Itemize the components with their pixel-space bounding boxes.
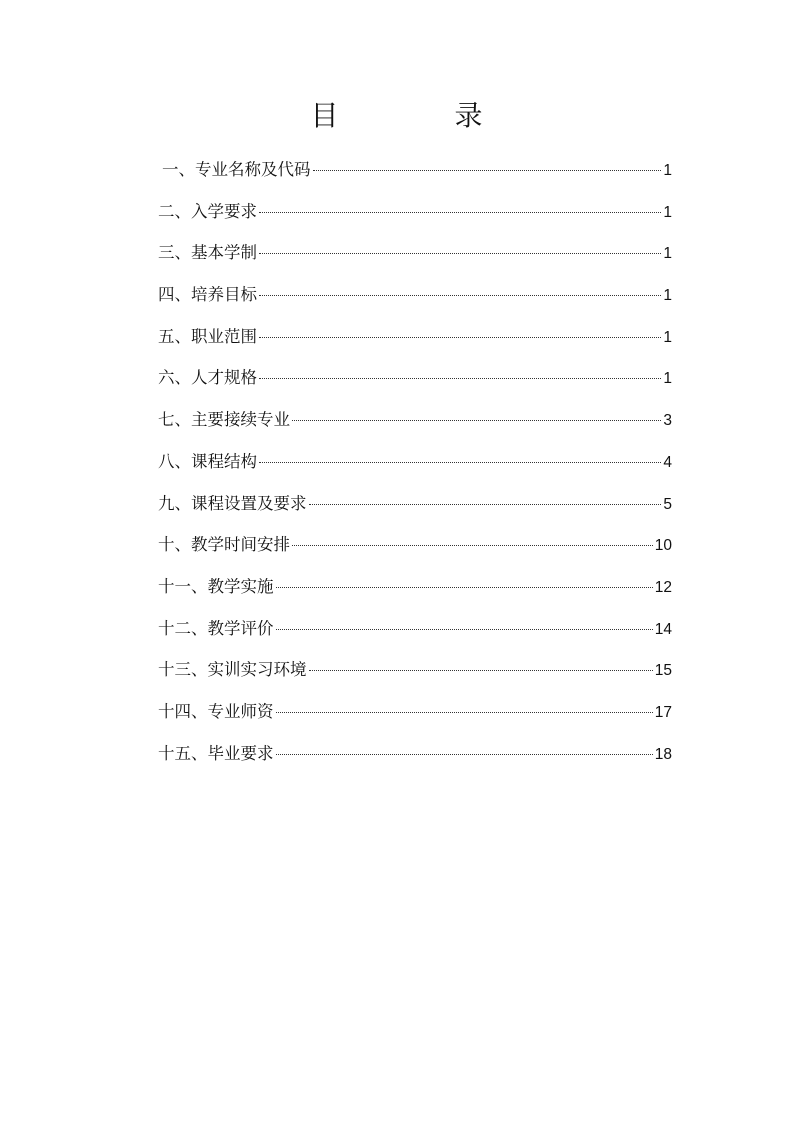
toc-entry-label: 十一、教学实施 bbox=[158, 576, 274, 596]
toc-entry[interactable] bbox=[158, 652, 672, 694]
toc-entry-page: 18 bbox=[654, 745, 672, 763]
toc-entry[interactable] bbox=[158, 277, 672, 319]
toc-entry-page: 1 bbox=[663, 162, 672, 179]
toc-leader-dots bbox=[313, 170, 662, 171]
toc-leader-dots bbox=[259, 378, 661, 379]
toc-entry-label: 六、人才规格 bbox=[158, 368, 257, 388]
toc-entry[interactable] bbox=[158, 694, 672, 736]
toc-entry-page: 1 bbox=[663, 370, 672, 388]
toc-entry-page: 3 bbox=[663, 412, 672, 430]
toc-entry-label: 八、课程结构 bbox=[158, 451, 257, 471]
toc-entry[interactable] bbox=[158, 152, 672, 194]
toc-leader-dots bbox=[309, 670, 653, 671]
toc-leader-dots bbox=[259, 337, 661, 338]
toc-leader-dots bbox=[276, 629, 653, 630]
toc-leader-dots bbox=[276, 587, 653, 588]
toc-leader-dots bbox=[276, 712, 653, 713]
toc-entry-label: 十五、毕业要求 bbox=[158, 743, 274, 763]
toc-entry-page: 14 bbox=[654, 620, 672, 638]
toc-entry-page: 1 bbox=[663, 245, 672, 263]
toc-leader-dots bbox=[259, 253, 661, 254]
toc-entry-page: 5 bbox=[663, 495, 672, 513]
toc-entry[interactable] bbox=[158, 569, 672, 611]
toc-entry-label: 一、专业名称及代码 bbox=[162, 160, 311, 179]
toc-entry-label: 四、培养目标 bbox=[158, 285, 257, 305]
toc-leader-dots bbox=[292, 545, 653, 546]
toc-entry-label: 三、基本学制 bbox=[158, 243, 257, 263]
toc-entry-label: 十二、教学评价 bbox=[158, 618, 274, 638]
toc-entry[interactable] bbox=[158, 402, 672, 444]
toc-entry[interactable] bbox=[158, 527, 672, 569]
toc-entry-label: 九、课程设置及要求 bbox=[158, 493, 307, 513]
toc-entry[interactable] bbox=[158, 611, 672, 653]
toc-entry-label: 十三、实训实习环境 bbox=[158, 660, 307, 680]
toc-entry-page: 4 bbox=[663, 453, 672, 471]
toc-entry-page: 12 bbox=[654, 578, 672, 596]
toc-leader-dots bbox=[292, 420, 661, 421]
table-of-contents bbox=[158, 152, 672, 777]
toc-leader-dots bbox=[259, 295, 661, 296]
toc-entry[interactable] bbox=[158, 486, 672, 528]
toc-entry-label: 十、教学时间安排 bbox=[158, 535, 290, 555]
toc-entry-label: 二、入学要求 bbox=[158, 201, 257, 221]
toc-entry-label: 十四、专业师资 bbox=[158, 701, 274, 721]
toc-entry-page: 1 bbox=[663, 203, 672, 221]
toc-entry-label: 七、主要接续专业 bbox=[158, 410, 290, 430]
toc-entry-page: 1 bbox=[663, 328, 672, 346]
toc-entry-page: 1 bbox=[663, 287, 672, 305]
toc-entry[interactable] bbox=[158, 235, 672, 277]
toc-leader-dots bbox=[259, 212, 661, 213]
page-title: 目 录 bbox=[310, 99, 527, 132]
toc-entry[interactable] bbox=[158, 444, 672, 486]
toc-entry[interactable] bbox=[158, 194, 672, 236]
toc-entry-page: 17 bbox=[654, 703, 672, 721]
toc-entry[interactable] bbox=[158, 319, 672, 361]
toc-entry-page: 10 bbox=[654, 537, 672, 555]
toc-entry[interactable] bbox=[158, 360, 672, 402]
toc-entry[interactable] bbox=[158, 736, 672, 778]
toc-entry-page: 15 bbox=[654, 662, 672, 680]
toc-leader-dots bbox=[309, 504, 662, 505]
toc-leader-dots bbox=[259, 462, 661, 463]
toc-entry-label: 五、职业范围 bbox=[158, 326, 257, 346]
toc-leader-dots bbox=[276, 754, 653, 755]
